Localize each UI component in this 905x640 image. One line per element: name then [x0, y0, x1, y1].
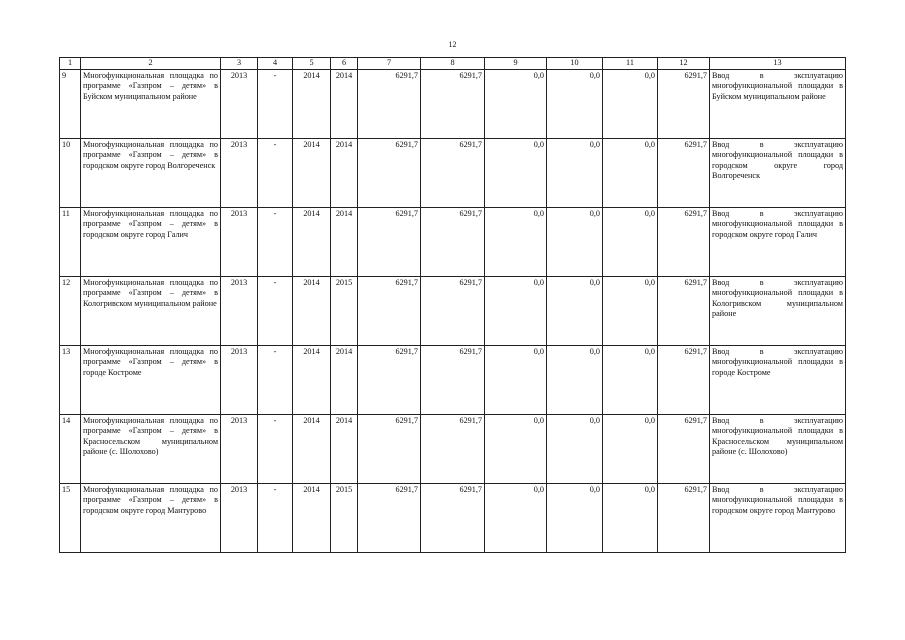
- cell-col8: 6291,7: [421, 207, 485, 276]
- result-text: Ввод в эксплуатацию многофункциональной площадки в городе Костроме: [710, 345, 846, 414]
- row-number: 12: [60, 276, 81, 345]
- cell-col6: 2014: [331, 207, 358, 276]
- cell-col4: -: [258, 207, 293, 276]
- cell-col11: 0,0: [603, 345, 658, 414]
- cell-col3: 2013: [221, 138, 258, 207]
- result-text: Ввод в эксплуатацию многофункциональной площадки в Красносельском муниципальном районе (с. Шолохово): [710, 414, 846, 483]
- cell-col3: 2013: [221, 207, 258, 276]
- object-name: Многофункциональная площадка по программе «Газпром – детям» в Буйском муниципальном районе: [81, 69, 221, 138]
- object-name: Многофункциональная площадка по программе «Газпром – детям» в городском округе город Мантурово: [81, 483, 221, 552]
- table-row: [60, 138, 846, 207]
- cell-col11: 0,0: [603, 483, 658, 552]
- cell-col9: 0,0: [485, 345, 547, 414]
- object-name: Многофункциональная площадка по программе «Газпром – детям» в городе Костроме: [81, 345, 221, 414]
- cell-col3: 2013: [221, 345, 258, 414]
- cell-col7: 6291,7: [358, 483, 421, 552]
- cell-col7: 6291,7: [358, 345, 421, 414]
- cell-col12: 6291,7: [658, 483, 710, 552]
- cell-col10: 0,0: [547, 138, 603, 207]
- cell-col3: 2013: [221, 276, 258, 345]
- cell-col5: 2014: [293, 276, 331, 345]
- cell-col6: 2014: [331, 138, 358, 207]
- header-cell: 3: [221, 58, 258, 70]
- cell-col8: 6291,7: [421, 276, 485, 345]
- header-cell: 10: [547, 58, 603, 70]
- cell-col4: -: [258, 138, 293, 207]
- cell-col10: 0,0: [547, 414, 603, 483]
- result-text: Ввод в эксплуатацию многофункциональной площадки в Буйском муниципальном районе: [710, 69, 846, 138]
- cell-col8: 6291,7: [421, 345, 485, 414]
- cell-col12: 6291,7: [658, 138, 710, 207]
- cell-col9: 0,0: [485, 138, 547, 207]
- cell-col7: 6291,7: [358, 276, 421, 345]
- cell-col9: 0,0: [485, 276, 547, 345]
- header-cell: 2: [81, 58, 221, 70]
- cell-col12: 6291,7: [658, 276, 710, 345]
- cell-col4: -: [258, 483, 293, 552]
- cell-col6: 2015: [331, 483, 358, 552]
- cell-col12: 6291,7: [658, 69, 710, 138]
- cell-col8: 6291,7: [421, 69, 485, 138]
- cell-col9: 0,0: [485, 207, 547, 276]
- row-number: 11: [60, 207, 81, 276]
- table-row: [60, 483, 846, 552]
- cell-col10: 0,0: [547, 69, 603, 138]
- object-name: Многофункциональная площадка по программе «Газпром – детям» в Красносельском муниципальном районе (с. Шолохово): [81, 414, 221, 483]
- cell-col7: 6291,7: [358, 138, 421, 207]
- cell-col9: 0,0: [485, 483, 547, 552]
- table-row: [60, 345, 846, 414]
- result-text: Ввод в эксплуатацию многофункциональной площадки в городском округе город Волгореченск: [710, 138, 846, 207]
- header-cell: 5: [293, 58, 331, 70]
- cell-col6: 2014: [331, 69, 358, 138]
- cell-col3: 2013: [221, 414, 258, 483]
- cell-col8: 6291,7: [421, 483, 485, 552]
- cell-col7: 6291,7: [358, 414, 421, 483]
- cell-col4: -: [258, 276, 293, 345]
- cell-col9: 0,0: [485, 414, 547, 483]
- cell-col6: 2014: [331, 414, 358, 483]
- cell-col4: -: [258, 345, 293, 414]
- table-row: [60, 69, 846, 138]
- header-cell: 6: [331, 58, 358, 70]
- header-cell: 9: [485, 58, 547, 70]
- table-row: [60, 414, 846, 483]
- header-cell: 8: [421, 58, 485, 70]
- cell-col5: 2014: [293, 138, 331, 207]
- header-cell: 12: [658, 58, 710, 70]
- row-number: 15: [60, 483, 81, 552]
- cell-col5: 2014: [293, 69, 331, 138]
- page-number: 12: [448, 40, 457, 49]
- row-number: 14: [60, 414, 81, 483]
- row-number: 10: [60, 138, 81, 207]
- cell-col10: 0,0: [547, 276, 603, 345]
- cell-col3: 2013: [221, 69, 258, 138]
- object-name: Многофункциональная площадка по программе «Газпром – детям» в Кологривском муниципальном районе: [81, 276, 221, 345]
- header-cell: 1: [60, 58, 81, 70]
- header-cell: 11: [603, 58, 658, 70]
- cell-col4: -: [258, 414, 293, 483]
- cell-col6: 2015: [331, 276, 358, 345]
- table-row: [60, 207, 846, 276]
- cell-col5: 2014: [293, 345, 331, 414]
- cell-col7: 6291,7: [358, 69, 421, 138]
- cell-col5: 2014: [293, 483, 331, 552]
- row-number: 13: [60, 345, 81, 414]
- result-text: Ввод в эксплуатацию многофункциональной площадки в Кологривском муниципальном районе: [710, 276, 846, 345]
- cell-col11: 0,0: [603, 414, 658, 483]
- header-cell: 7: [358, 58, 421, 70]
- cell-col3: 2013: [221, 483, 258, 552]
- cell-col8: 6291,7: [421, 138, 485, 207]
- cell-col11: 0,0: [603, 138, 658, 207]
- result-text: Ввод в эксплуатацию многофункциональной площадки в городском округе город Мантурово: [710, 483, 846, 552]
- cell-col12: 6291,7: [658, 207, 710, 276]
- cell-col10: 0,0: [547, 207, 603, 276]
- cell-col11: 0,0: [603, 69, 658, 138]
- cell-col11: 0,0: [603, 207, 658, 276]
- cell-col5: 2014: [293, 207, 331, 276]
- object-name: Многофункциональная площадка по программе «Газпром – детям» в городском округе город Волгореченск: [81, 138, 221, 207]
- cell-col11: 0,0: [603, 276, 658, 345]
- cell-col6: 2014: [331, 345, 358, 414]
- cell-col8: 6291,7: [421, 414, 485, 483]
- data-table: [59, 57, 846, 553]
- cell-col12: 6291,7: [658, 414, 710, 483]
- result-text: Ввод в эксплуатацию многофункциональной площадки в городском округе город Галич: [710, 207, 846, 276]
- header-cell: 13: [710, 58, 846, 70]
- cell-col12: 6291,7: [658, 345, 710, 414]
- cell-col10: 0,0: [547, 345, 603, 414]
- header-row: [60, 58, 846, 70]
- header-cell: 4: [258, 58, 293, 70]
- table-row: [60, 276, 846, 345]
- cell-col9: 0,0: [485, 69, 547, 138]
- row-number: 9: [60, 69, 81, 138]
- cell-col4: -: [258, 69, 293, 138]
- cell-col5: 2014: [293, 414, 331, 483]
- cell-col10: 0,0: [547, 483, 603, 552]
- object-name: Многофункциональная площадка по программе «Газпром – детям» в городском округе город Галич: [81, 207, 221, 276]
- cell-col7: 6291,7: [358, 207, 421, 276]
